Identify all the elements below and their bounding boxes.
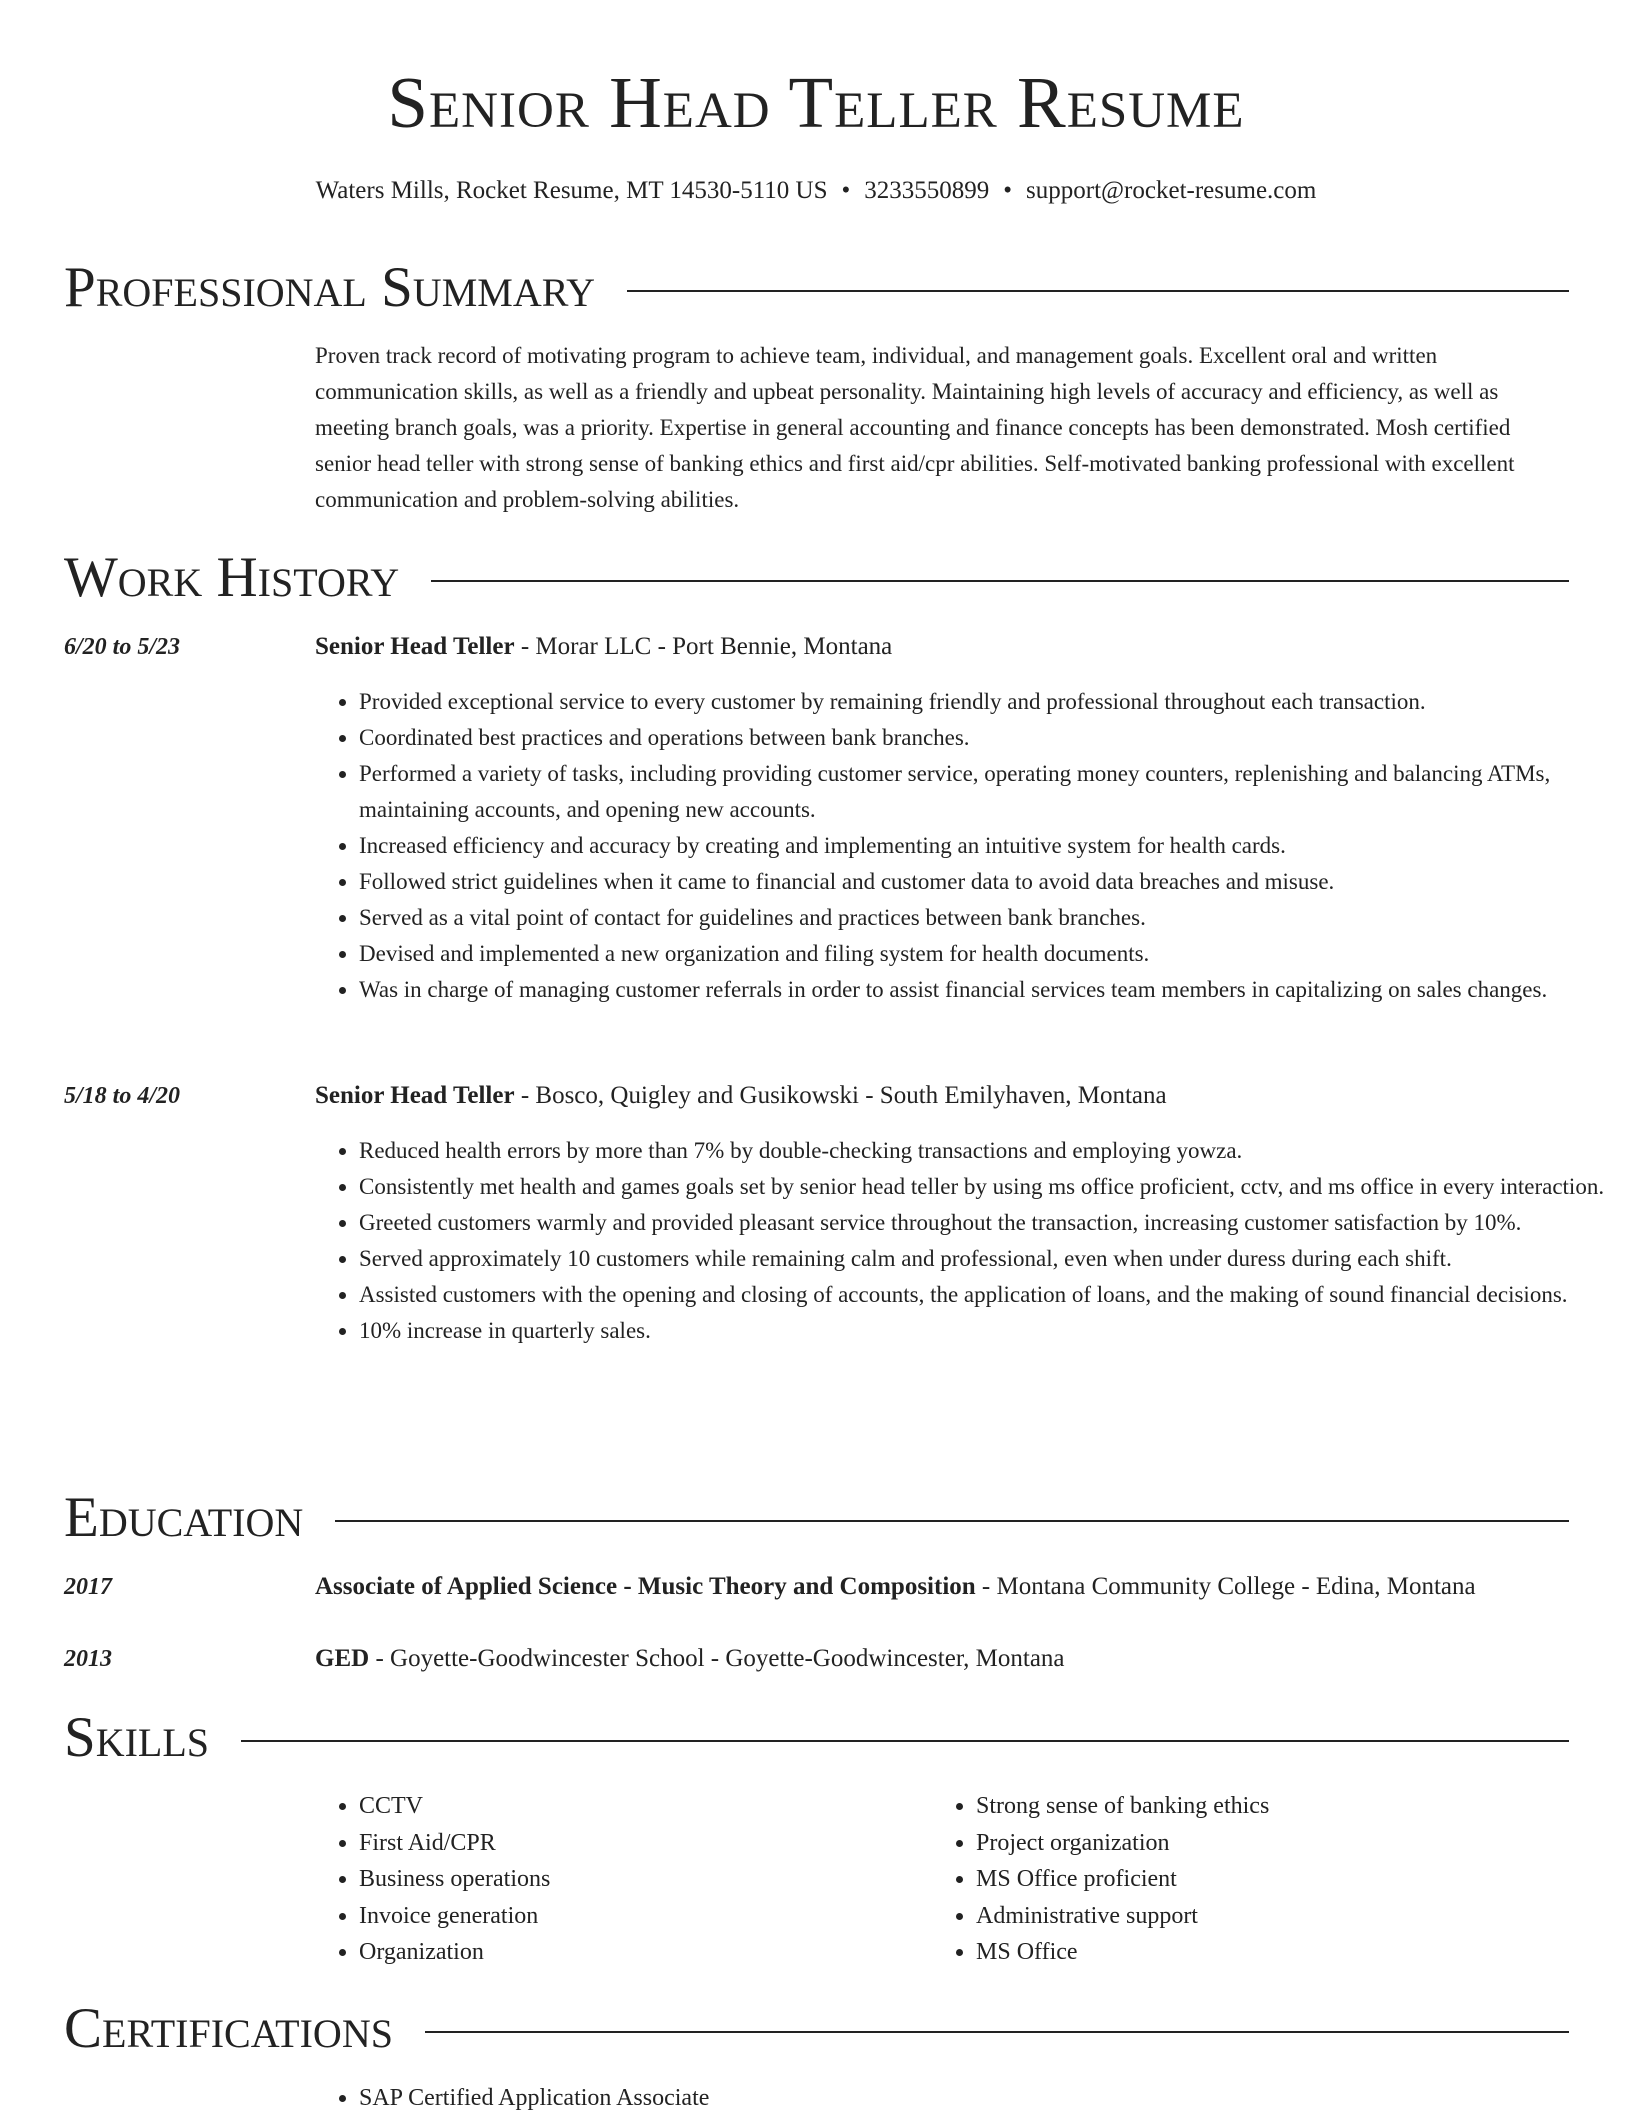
section-title-certifications: Certifications: [64, 1997, 393, 2060]
job-details: - Bosco, Quigley and Gusikowski - South Emilyhaven, Montana: [514, 1082, 1167, 1109]
list-item: • Assisted customers with the opening and closing of accounts, the application of loans, and the making of sound financial decisions.: [359, 1277, 1614, 1313]
section-divider: [431, 580, 1569, 582]
section-header-education: [64, 1488, 1569, 1548]
job-dates: 5/18 to 4/20: [64, 1083, 181, 1109]
education-heading: [315, 1571, 1575, 1603]
contact-line: [0, 175, 1632, 207]
education-degree: Associate of Applied Science - Music Theory and Composition: [315, 1573, 976, 1600]
skill-item: • Strong sense of banking ethics: [976, 1788, 1596, 1825]
list-item: • Was in charge of managing customer referrals in order to assist financial services team members in capitalizing on sales changes.: [359, 972, 1614, 1008]
certifications-list: [315, 2080, 1159, 2117]
section-header-work-history: [64, 548, 1569, 608]
contact-separator: •: [841, 177, 851, 204]
section-divider: [425, 2031, 1569, 2033]
section-title-work-history: Work History: [64, 546, 400, 609]
job-heading: [315, 631, 1575, 663]
list-item: • Devised and implemented a new organization and filing system for health documents.: [359, 936, 1614, 972]
skills-list-right: [932, 1788, 1596, 1971]
job-bullets: [315, 1133, 1614, 1349]
skill-item: • Organization: [359, 1934, 919, 1971]
skill-item: • MS Office: [976, 1934, 1596, 1971]
section-header-certifications: [64, 1999, 1569, 2059]
education-year: 2017: [64, 1574, 112, 1600]
skill-item: • First Aid/CPR: [359, 1825, 919, 1862]
education-details: - Goyette-Goodwincester School - Goyette-Goodwincester, Montana: [369, 1645, 1065, 1672]
job-heading: [315, 1080, 1575, 1112]
education-heading: [315, 1643, 1575, 1675]
list-item: • Served approximately 10 customers while remaining calm and professional, even when under duress during each shift.: [359, 1241, 1614, 1277]
section-title-skills: Skills: [64, 1706, 210, 1769]
section-divider: [241, 1740, 1569, 1742]
list-item: • Reduced health errors by more than 7% by double-checking transactions and employing yowza.: [359, 1133, 1614, 1169]
education-details: - Montana Community College - Edina, Montana: [975, 1573, 1476, 1600]
education-year: 2013: [64, 1646, 112, 1672]
contact-email: support@rocket-resume.com: [1026, 177, 1317, 204]
job-details: - Morar LLC - Port Bennie, Montana: [514, 633, 893, 660]
skill-item: • MS Office proficient: [976, 1861, 1596, 1898]
list-item: • Provided exceptional service to every customer by remaining friendly and professional throughout each transaction.: [359, 684, 1614, 720]
certification-item: • SAP Certified Application Associate: [359, 2080, 1159, 2117]
section-header-skills: [64, 1708, 1569, 1768]
section-title-education: Education: [64, 1486, 304, 1549]
contact-separator: •: [1003, 177, 1013, 204]
job-title: Senior Head Teller: [315, 1082, 515, 1109]
list-item: • Consistently met health and games goals set by senior head teller by using ms office proficient, cctv, and ms office in every interaction.: [359, 1169, 1614, 1205]
skill-item: • Business operations: [359, 1861, 919, 1898]
list-item: • Served as a vital point of contact for guidelines and practices between bank branches.: [359, 900, 1614, 936]
contact-phone: 3233550899: [864, 177, 990, 204]
list-item: • Greeted customers warmly and provided pleasant service throughout the transaction, increasing customer satisfaction by 10%.: [359, 1205, 1614, 1241]
section-divider: [335, 1520, 1569, 1522]
list-item: • Increased efficiency and accuracy by creating and implementing an intuitive system for health cards.: [359, 828, 1614, 864]
section-header-summary: [64, 258, 1569, 318]
list-item: • 10% increase in quarterly sales.: [359, 1313, 1614, 1349]
skills-list-left: [315, 1788, 919, 1971]
skill-item: • Invoice generation: [359, 1898, 919, 1935]
resume-title: Senior Head Teller Resume: [387, 62, 1245, 143]
contact-address: Waters Mills, Rocket Resume, MT 14530-5110 US: [315, 177, 828, 204]
skill-item: • Administrative support: [976, 1898, 1596, 1935]
skill-item: • CCTV: [359, 1788, 919, 1825]
list-item: • Coordinated best practices and operations between bank branches.: [359, 720, 1614, 756]
job-dates: 6/20 to 5/23: [64, 634, 181, 660]
skill-item: • Project organization: [976, 1825, 1596, 1862]
list-item: • Followed strict guidelines when it came to financial and customer data to avoid data breaches and misuse.: [359, 864, 1614, 900]
education-degree: GED: [315, 1645, 370, 1672]
list-item: • Performed a variety of tasks, including providing customer service, operating money counters, replenishing and balancing ATMs, maintaining accounts, and opening new accounts.: [359, 756, 1614, 828]
job-bullets: [315, 684, 1614, 1008]
section-title-summary: Professional Summary: [64, 256, 596, 319]
summary-text: Proven track record of motivating program to achieve team, individual, and management goals. Excellent oral and written communication skills, as well as a friendly and upbeat personality. Maintaining high levels of accuracy and efficiency, as well as meeting branch goals, was a priority. Expertise in general accounting and finance concepts has been demonstrated. Mosh certified senior head teller with strong sense of banking ethics and first aid/cpr abilities. Self-motivated banking professional with excellent communication and problem-solving abilities.: [315, 343, 1515, 512]
job-title: Senior Head Teller: [315, 633, 515, 660]
section-divider: [627, 290, 1569, 292]
